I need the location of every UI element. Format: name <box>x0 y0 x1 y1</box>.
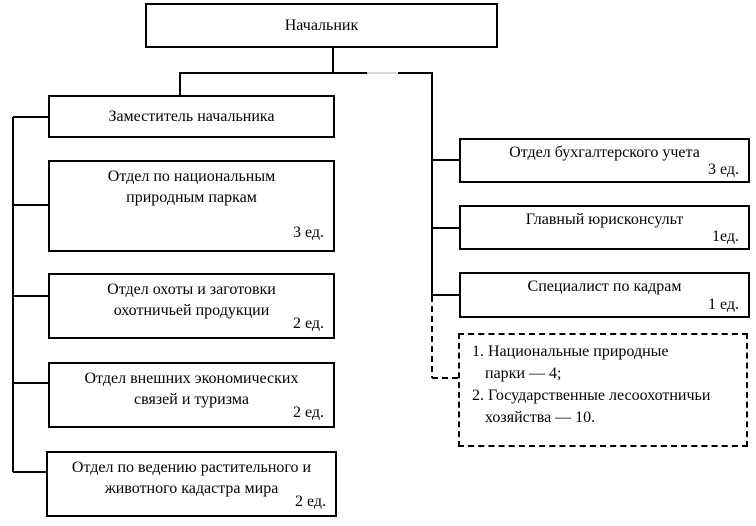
note-line-2: парки — 4; <box>485 365 562 382</box>
box-title-line2: природным паркам <box>126 189 257 206</box>
box-title-line1: Специалист по кадрам <box>527 278 682 295</box>
box-title-line2: связей и туризма <box>134 391 249 408</box>
box-deputy-chief-title: Заместитель начальника <box>108 108 275 125</box>
box-title-line1: Отдел по ведению растительного и <box>71 459 312 476</box>
units-label: 1 ед. <box>707 296 739 313</box>
note-line-4: хозяйства — 10. <box>485 409 596 426</box>
box-title-line1: Отдел бухгалтерского учета <box>509 144 700 161</box>
box-national-parks-dept <box>48 160 335 252</box>
note-line-1: 1. Национальные природные <box>472 343 669 360</box>
note-box <box>458 333 748 447</box>
box-hr-specialist <box>459 272 750 318</box>
units-label: 2 ед. <box>292 404 324 421</box>
box-title-line2: животного кадастра мира <box>104 480 279 497</box>
box-title-line1: Отдел внешних экономических <box>84 370 299 387</box>
box-title-line1: Отдел охоты и заготовки <box>107 281 276 298</box>
box-title-line1: Главный юрисконсульт <box>525 211 684 228</box>
box-hunting-dept <box>48 273 335 339</box>
units-label: 2 ед. <box>294 493 326 510</box>
box-chief-legal-counsel <box>459 205 750 250</box>
box-accounting-dept <box>459 138 750 183</box>
units-label: 3 ед. <box>292 224 324 241</box>
box-external-economics-dept <box>48 362 335 428</box>
note-line-3: 2. Государственные лесоохотничьи <box>472 387 711 404</box>
units-label: 3 ед. <box>707 161 739 178</box>
box-deputy-chief <box>48 95 335 138</box>
box-title-line2: охотничьей продукции <box>113 302 270 319</box>
box-chief <box>145 3 498 48</box>
box-title-line1: Отдел по национальным <box>107 168 276 185</box>
box-chief-title: Начальник <box>284 17 359 34</box>
units-label: 2 ед. <box>292 315 324 332</box>
box-cadastre-dept <box>46 451 337 517</box>
units-label: 1ед. <box>711 228 739 245</box>
